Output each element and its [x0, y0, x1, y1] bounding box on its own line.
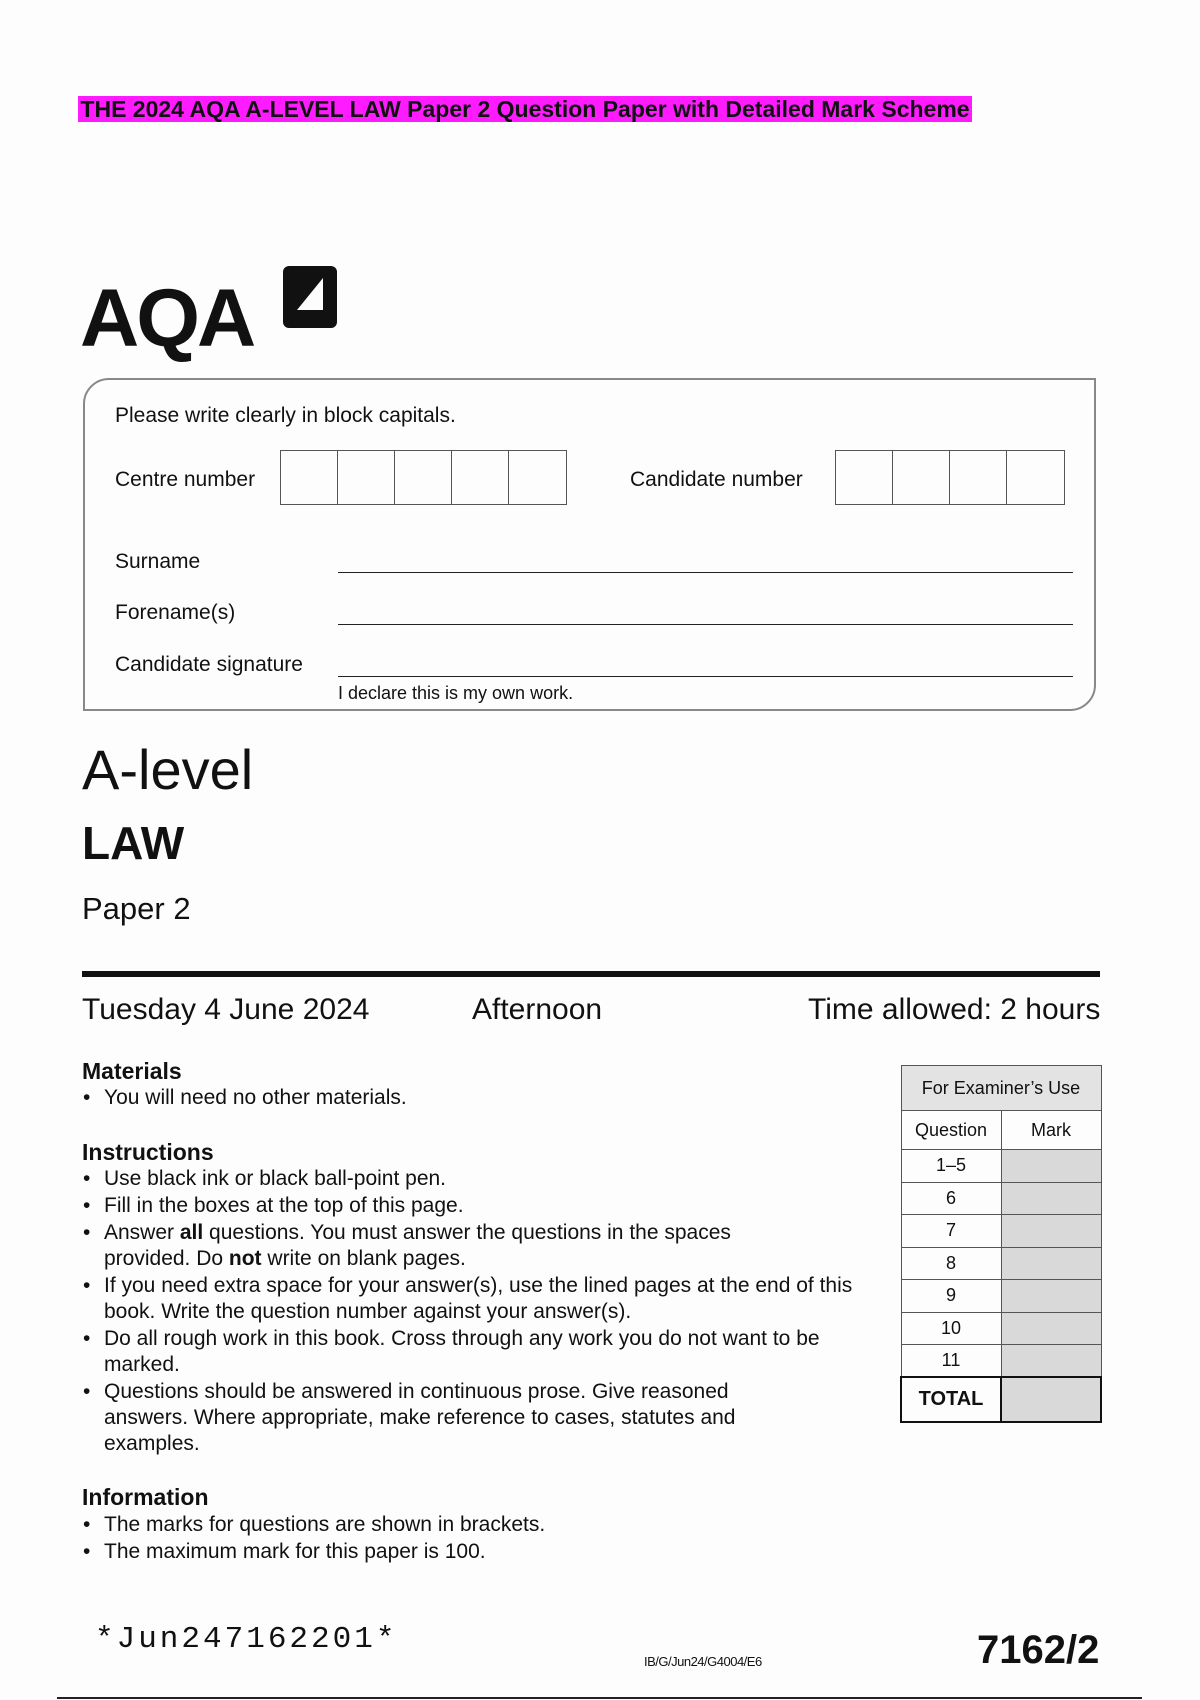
question-number: 6 — [901, 1182, 1001, 1215]
mark-cell — [1001, 1312, 1101, 1345]
table-row — [901, 1182, 1101, 1215]
title-banner — [0, 95, 1050, 123]
time-allowed: Time allowed: 2 hours — [808, 993, 1101, 1026]
reference-code: IB/G/Jun24/G4004/E6 — [644, 1654, 762, 1669]
question-number: 10 — [901, 1312, 1001, 1345]
banner-text: THE 2024 AQA A-LEVEL LAW Paper 2 Question Paper with Detailed Mark Scheme — [80, 96, 970, 122]
surname-label: Surname — [115, 550, 201, 573]
instructions-heading: Instructions — [82, 1139, 214, 1165]
candidate-number-boxes[interactable] — [835, 450, 1065, 505]
paper-title: Paper 2 — [82, 891, 191, 926]
mark-cell — [1001, 1247, 1101, 1280]
forename-label: Forename(s) — [115, 601, 236, 624]
qualification-title: A-level — [82, 738, 254, 801]
signature-label: Candidate signature — [115, 653, 303, 676]
materials-heading: Materials — [82, 1058, 182, 1084]
block-capitals-instruction: Please write clearly in block capitals. — [115, 404, 456, 427]
forename-field[interactable] — [338, 624, 1073, 625]
list-item: • The marks for questions are shown in brackets. — [82, 1512, 862, 1538]
candidate-digit-box[interactable] — [836, 451, 893, 504]
mark-column-header: Mark — [1001, 1111, 1101, 1150]
centre-digit-box[interactable] — [509, 451, 566, 504]
candidate-digit-box[interactable] — [1007, 451, 1064, 504]
mark-cell — [1001, 1280, 1101, 1313]
signature-field[interactable] — [338, 676, 1073, 677]
examiner-use-table — [900, 1065, 1102, 1423]
mark-cell — [1001, 1182, 1101, 1215]
information-list — [82, 1512, 862, 1566]
list-item: • If you need extra space for your answer(s), use the lined pages at the end of this book. Write the question number against your answer(s). — [82, 1273, 874, 1325]
table-row — [901, 1280, 1101, 1313]
subject-title: LAW — [82, 817, 185, 869]
question-number: 9 — [901, 1280, 1001, 1313]
logo-text: AQA — [80, 273, 254, 364]
centre-digit-box[interactable] — [395, 451, 452, 504]
question-number: 11 — [901, 1345, 1001, 1378]
table-row — [901, 1150, 1101, 1183]
mark-cell — [1001, 1345, 1101, 1378]
candidate-digit-box[interactable] — [950, 451, 1007, 504]
list-item: • Do all rough work in this book. Cross through any work you do not want to be marked. — [82, 1326, 864, 1378]
exam-session: Afternoon — [472, 993, 603, 1026]
title-divider — [82, 971, 1100, 977]
list-item: • Use black ink or black ball-point pen. — [82, 1166, 872, 1192]
centre-number-boxes[interactable] — [280, 450, 567, 505]
list-item: • Questions should be answered in continuous prose. Give reasoned answers. Where appropriate, make reference to cases, statutes and examples. — [82, 1379, 804, 1457]
centre-digit-box[interactable] — [452, 451, 509, 504]
barcode-text: *Jun247162201* — [95, 1622, 398, 1657]
total-mark-cell — [1001, 1377, 1101, 1422]
footer-line — [57, 1697, 1142, 1699]
list-item: • The maximum mark for this paper is 100. — [82, 1539, 862, 1565]
centre-digit-box[interactable] — [338, 451, 395, 504]
declaration-text: I declare this is my own work. — [338, 683, 574, 703]
mark-cell — [1001, 1150, 1101, 1183]
total-label: TOTAL — [901, 1377, 1001, 1422]
mark-cell — [1001, 1215, 1101, 1248]
question-number: 7 — [901, 1215, 1001, 1248]
paper-code: 7162/2 — [977, 1628, 1100, 1672]
surname-field[interactable] — [338, 572, 1073, 573]
table-row — [901, 1345, 1101, 1378]
examiner-table-title: For Examiner’s Use — [901, 1066, 1101, 1111]
question-column-header: Question — [901, 1111, 1001, 1150]
centre-number-label: Centre number — [115, 468, 256, 491]
exam-date: Tuesday 4 June 2024 — [82, 993, 370, 1026]
list-item: • Answer all questions. You must answer the questions in the spaces provided. Do not write on blank pages. — [82, 1220, 804, 1272]
list-item: • Fill in the boxes at the top of this page. — [82, 1193, 872, 1219]
table-row — [901, 1312, 1101, 1345]
candidate-details-box — [83, 378, 1096, 711]
candidate-number-label: Candidate number — [630, 468, 803, 491]
list-item: • You will need no other materials. — [82, 1085, 862, 1111]
instructions-list — [82, 1166, 872, 1458]
materials-list — [82, 1085, 862, 1112]
centre-digit-box[interactable] — [281, 451, 338, 504]
table-row — [901, 1247, 1101, 1280]
information-heading: Information — [82, 1484, 209, 1510]
aqa-logo — [80, 260, 360, 370]
table-row — [901, 1215, 1101, 1248]
aqa-logo-mark-icon — [283, 266, 337, 328]
candidate-digit-box[interactable] — [893, 451, 950, 504]
question-number: 8 — [901, 1247, 1001, 1280]
question-number: 1–5 — [901, 1150, 1001, 1183]
